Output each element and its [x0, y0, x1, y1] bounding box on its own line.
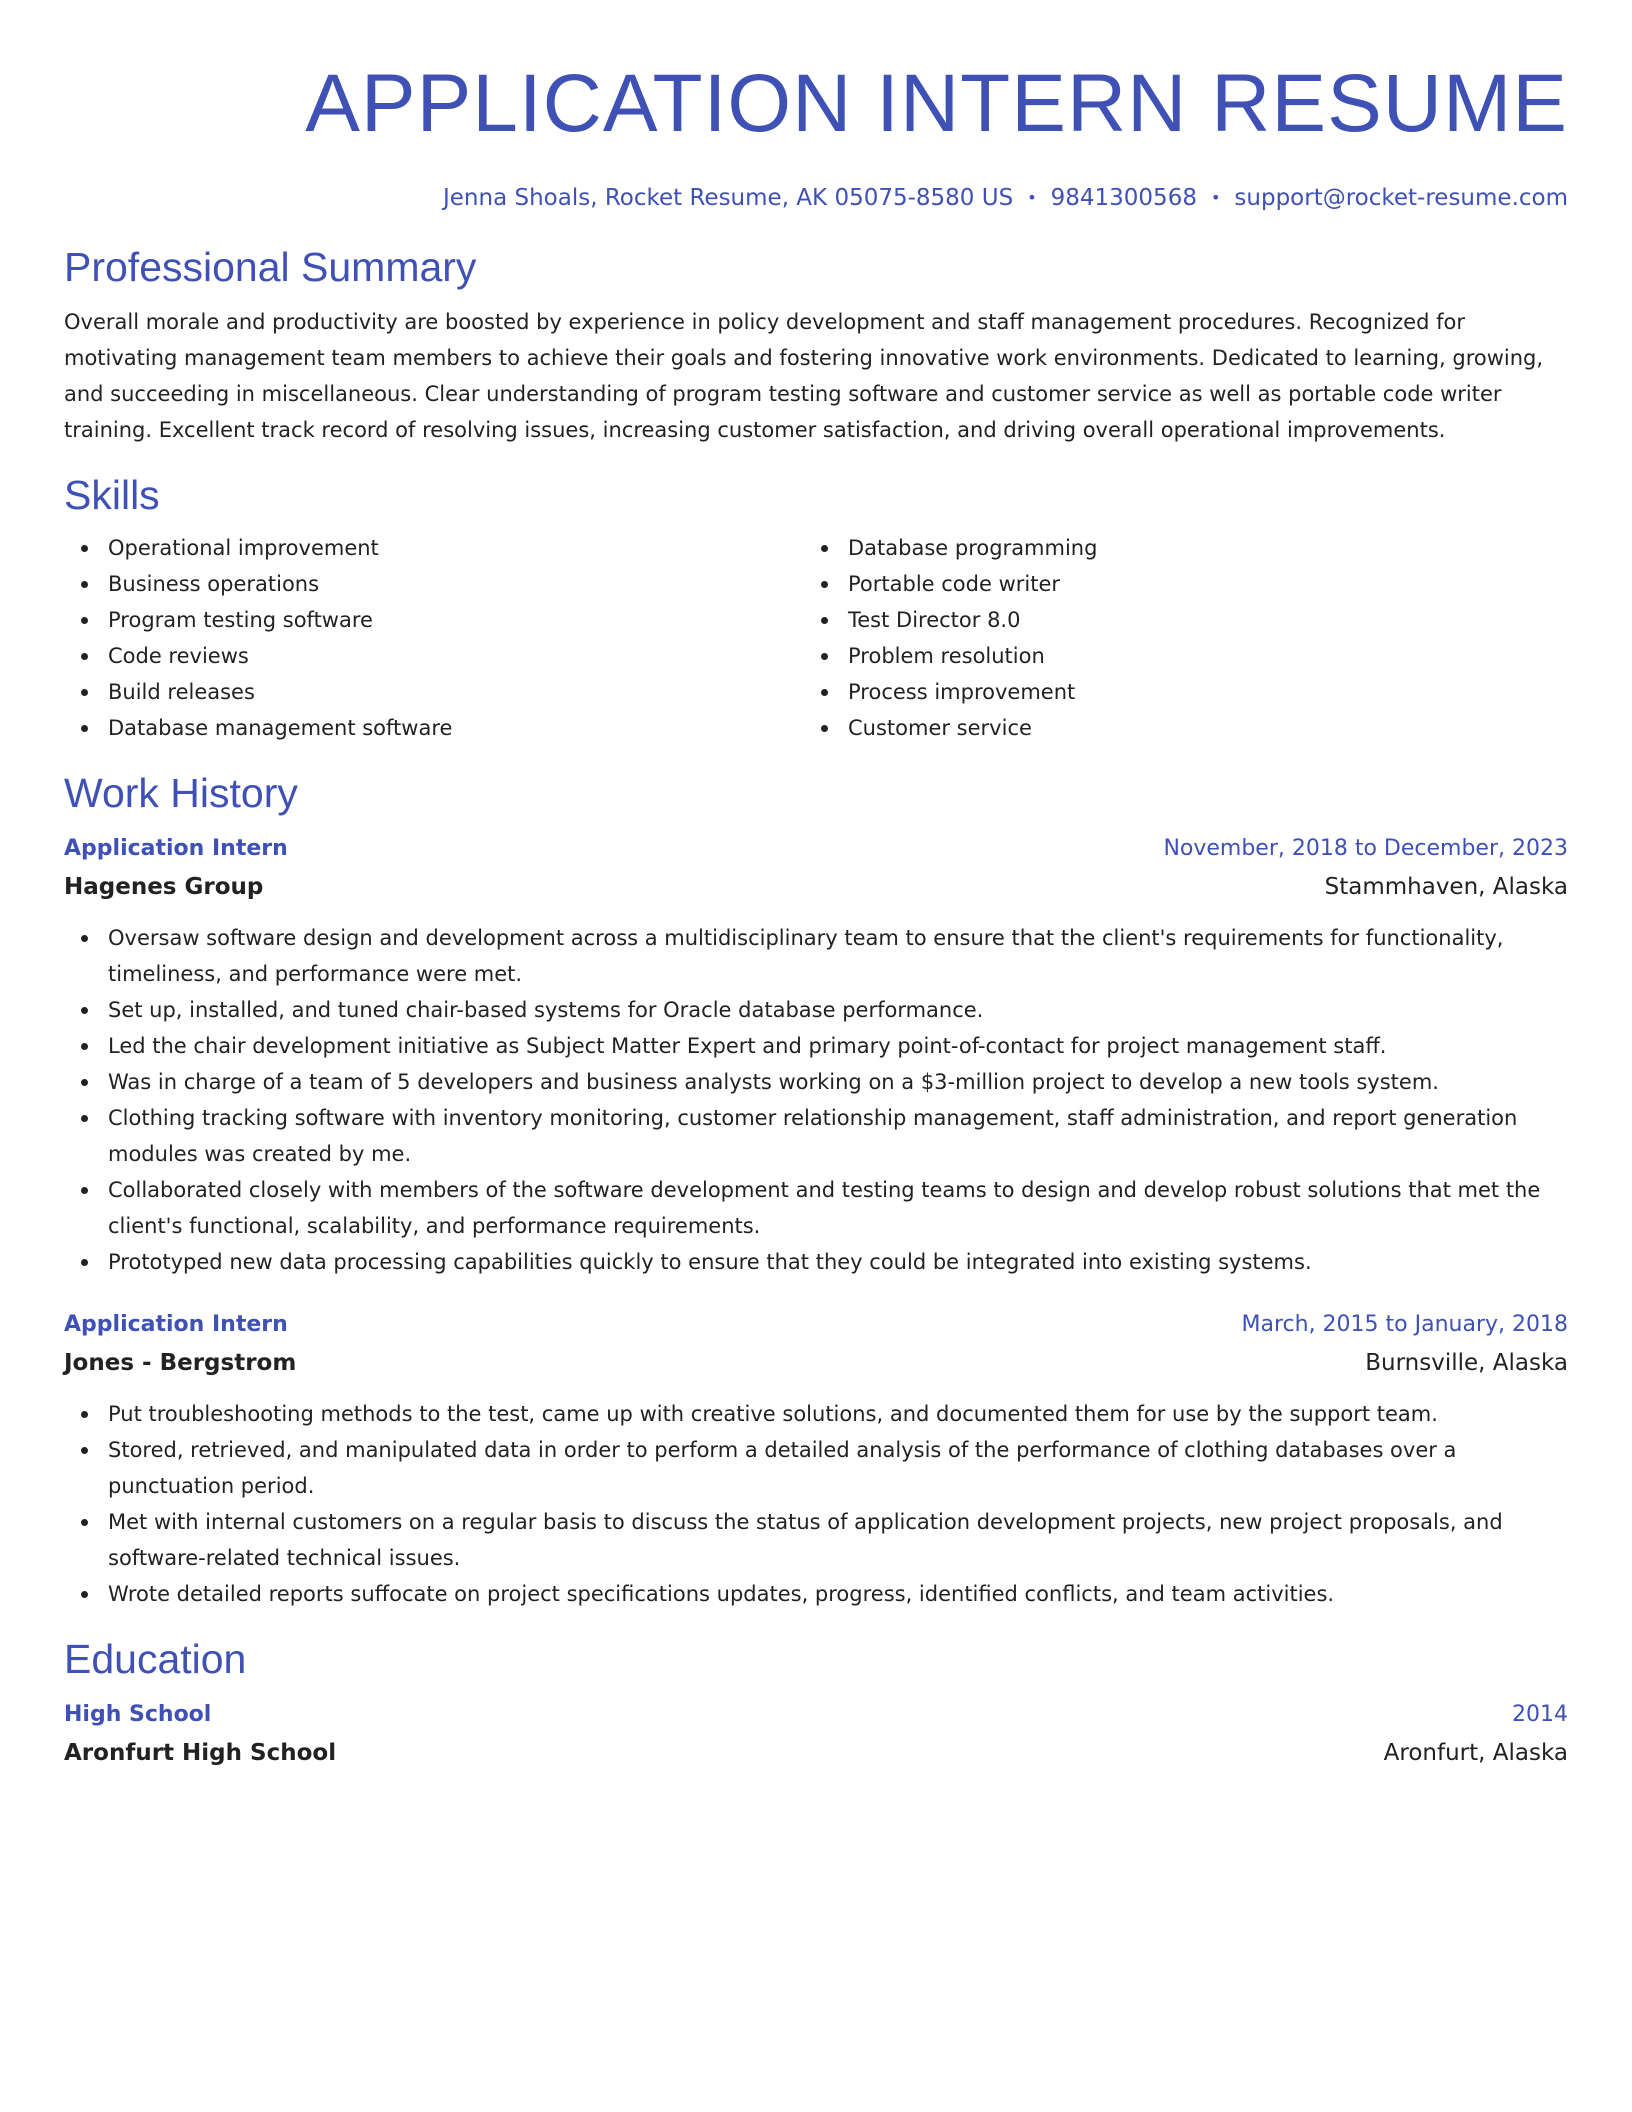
job-location: Stammhaven, Alaska	[1324, 874, 1568, 900]
separator-dot: •	[1027, 188, 1037, 207]
education-entry	[64, 1696, 1568, 1772]
job-bullet: Oversaw software design and development across a multidisciplinary team to ensure that the client's requirements for functionality, timeliness, and performance were met.	[64, 920, 1568, 992]
job-bullets	[64, 1396, 1568, 1612]
education-heading: Education	[64, 1636, 247, 1682]
job-bullet: Was in charge of a team of 5 developers and business analysts working on a $3-million project to develop a new tools system.	[64, 1064, 1568, 1100]
job-company: Hagenes Group	[64, 874, 264, 900]
contact-address: Jenna Shoals, Rocket Resume, AK 05075-8580 US	[443, 185, 1014, 211]
skill-item: Business operations	[64, 566, 804, 602]
job-bullet: Set up, installed, and tuned chair-based systems for Oracle database performance.	[64, 992, 1568, 1028]
skill-item: Portable code writer	[804, 566, 1544, 602]
job-bullet: Wrote detailed reports suffocate on project specifications updates, progress, identified conflicts, and team activities.	[64, 1576, 1568, 1612]
job-title: Application Intern	[64, 836, 288, 861]
education-degree: High School	[64, 1702, 212, 1727]
job-entry	[64, 830, 1568, 1280]
work-heading: Work History	[64, 770, 298, 816]
job-dates: March, 2015 to January, 2018	[1241, 1312, 1568, 1337]
skill-item: Build releases	[64, 674, 804, 710]
summary-section	[64, 242, 1568, 448]
skill-item: Test Director 8.0	[804, 602, 1544, 638]
education-school: Aronfurt High School	[64, 1740, 337, 1766]
job-title: Application Intern	[64, 1312, 288, 1337]
education-subheader	[64, 1734, 1568, 1772]
job-entry	[64, 1306, 1568, 1612]
skill-item: Database programming	[804, 530, 1544, 566]
skill-item: Operational improvement	[64, 530, 804, 566]
job-subheader	[64, 1344, 1568, 1382]
contact-email: support@rocket-resume.com	[1234, 185, 1568, 211]
job-bullet: Clothing tracking software with inventory monitoring, customer relationship management, staff administration, and report generation modules was created by me.	[64, 1100, 1568, 1172]
skill-item: Program testing software	[64, 602, 804, 638]
job-header	[64, 1306, 1568, 1344]
job-company: Jones - Bergstrom	[64, 1350, 297, 1376]
job-bullet: Put troubleshooting methods to the test, came up with creative solutions, and documented them for use by the support team.	[64, 1396, 1568, 1432]
job-bullet: Prototyped new data processing capabilities quickly to ensure that they could be integrated into existing systems.	[64, 1244, 1568, 1280]
job-subheader	[64, 868, 1568, 906]
resume-title: APPLICATION INTERN RESUME	[305, 58, 1568, 149]
job-bullet: Collaborated closely with members of the software development and testing teams to design and develop robust solutions that met the client's functional, scalability, and performance requirements.	[64, 1172, 1568, 1244]
skill-item: Database management software	[64, 710, 804, 746]
summary-text: Overall morale and productivity are boosted by experience in policy development and staff management procedures. Recognized for motivating management team members to achieve their goals and fostering innovative work environments. Dedicated to learning, growing, and succeeding in miscellaneous. Clear understanding of program testing software and customer service as well as portable code writer training. Excellent track record of resolving issues, increasing customer satisfaction, and driving overall operational improvements.	[64, 310, 1544, 442]
education-header	[64, 1696, 1568, 1734]
skills-columns	[64, 530, 1568, 746]
education-section	[64, 1634, 1568, 1772]
skill-item: Process improvement	[804, 674, 1544, 710]
skills-list-right	[804, 530, 1544, 746]
skills-section	[64, 470, 1568, 746]
work-section	[64, 768, 1568, 1612]
job-bullet: Stored, retrieved, and manipulated data in order to perform a detailed analysis of the performance of clothing databases over a punctuation period.	[64, 1432, 1568, 1504]
job-bullets	[64, 920, 1568, 1280]
job-location: Burnsville, Alaska	[1365, 1350, 1568, 1376]
skills-heading: Skills	[64, 472, 160, 518]
skill-item: Customer service	[804, 710, 1544, 746]
skill-item: Code reviews	[64, 638, 804, 674]
skill-item: Problem resolution	[804, 638, 1544, 674]
job-bullet: Led the chair development initiative as Subject Matter Expert and primary point-of-contact for project management staff.	[64, 1028, 1568, 1064]
job-dates: November, 2018 to December, 2023	[1163, 836, 1568, 861]
job-bullet: Met with internal customers on a regular basis to discuss the status of application development projects, new project proposals, and software-related technical issues.	[64, 1504, 1568, 1576]
separator-dot: •	[1210, 188, 1221, 207]
summary-heading: Professional Summary	[64, 244, 477, 290]
education-location: Aronfurt, Alaska	[1383, 1740, 1568, 1766]
job-header	[64, 830, 1568, 868]
contact-line	[64, 182, 1568, 214]
skills-list-left	[64, 530, 804, 746]
education-year: 2014	[1512, 1702, 1568, 1727]
contact-phone: 9841300568	[1050, 185, 1197, 211]
